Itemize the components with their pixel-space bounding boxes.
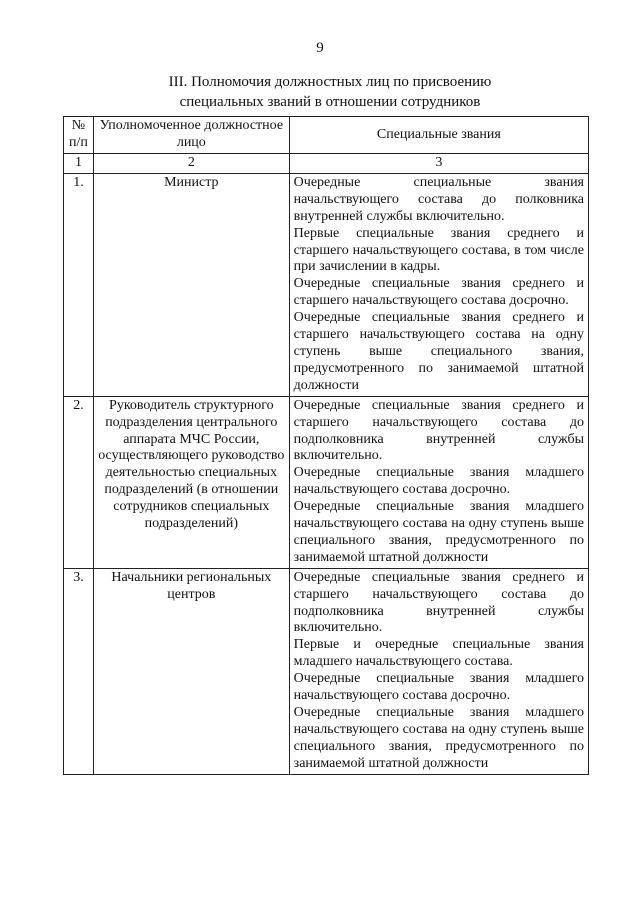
row-number: 2.: [64, 396, 94, 568]
official-cell: [93, 396, 289, 568]
rank-paragraph: Очередные специальные звания младшего начальствующего состава на одну ступень выше специального звания, предусмотренного по занимаемой штатной должности: [293, 499, 584, 565]
header-ranks: Специальные звания: [289, 117, 588, 154]
rank-paragraph: Очередные специальные звания младшего начальствующего состава на одну ступень выше специального звания, предусмотренного по занимаемой штатной должности: [293, 705, 584, 771]
table-row: [64, 568, 589, 774]
column-number-row: [64, 154, 589, 174]
rank-paragraph: Первые специальные звания среднего и старшего начальствующего состава, в том числе при зачислении в кадры.: [293, 225, 584, 275]
page-number: 9: [316, 40, 324, 56]
rank-paragraph: Очередные специальные звания среднего и старшего начальствующего состава до подполковника внутренней службы включительно.: [293, 569, 584, 636]
section-title: [60, 72, 600, 112]
column-number-1: 1: [64, 154, 94, 174]
rank-paragraph: Очередные специальные звания среднего и старшего начальствующего состава досрочно.: [293, 276, 584, 309]
official-text: Руководитель структурного подразделения центрального аппарата МЧС России, осуществляющего руководство деятельностью специальных подразделений (в отношении сотрудников специальных подразделений): [98, 397, 285, 532]
powers-table: [63, 116, 589, 775]
ranks-cell: [289, 396, 588, 568]
official-text: Министр: [164, 174, 219, 190]
official-cell: [93, 173, 289, 396]
column-number-2: 2: [93, 154, 289, 174]
table-header-row: [64, 117, 589, 154]
section-title-line-1: III. Полномочия должностных лиц по присвоению: [168, 74, 492, 90]
section-title-line-2: специальных званий в отношении сотрудников: [179, 94, 481, 110]
rank-paragraph: Очередные специальные звания среднего и старшего начальствующего состава до подполковника внутренней службы включительно.: [293, 397, 584, 464]
rank-paragraph: Очередные специальные звания среднего и старшего начальствующего состава на одну ступень выше специального звания, предусмотренного по занимаемой штатной должности: [293, 310, 584, 393]
row-number: 1.: [64, 173, 94, 396]
ranks-cell: [289, 173, 588, 396]
rank-paragraph: Очередные специальные звания младшего начальствующего состава досрочно.: [293, 671, 584, 704]
table-row: [64, 396, 589, 568]
official-text: Начальники региональных центров: [111, 569, 272, 602]
table-row: [64, 173, 589, 396]
ranks-cell: [289, 568, 588, 774]
column-number-3: 3: [289, 154, 588, 174]
rank-paragraph: Очередные специальные звания начальствующего состава до полковника внутренней службы включительно.: [293, 174, 584, 224]
header-num: № п/п: [64, 117, 94, 154]
official-cell: [93, 568, 289, 774]
header-official: Уполномоченное должностное лицо: [93, 117, 289, 154]
rank-paragraph: Очередные специальные звания младшего начальствующего состава досрочно.: [293, 465, 584, 498]
row-number: 3.: [64, 568, 94, 774]
rank-paragraph: Первые и очередные специальные звания младшего начальствующего состава.: [293, 637, 584, 670]
